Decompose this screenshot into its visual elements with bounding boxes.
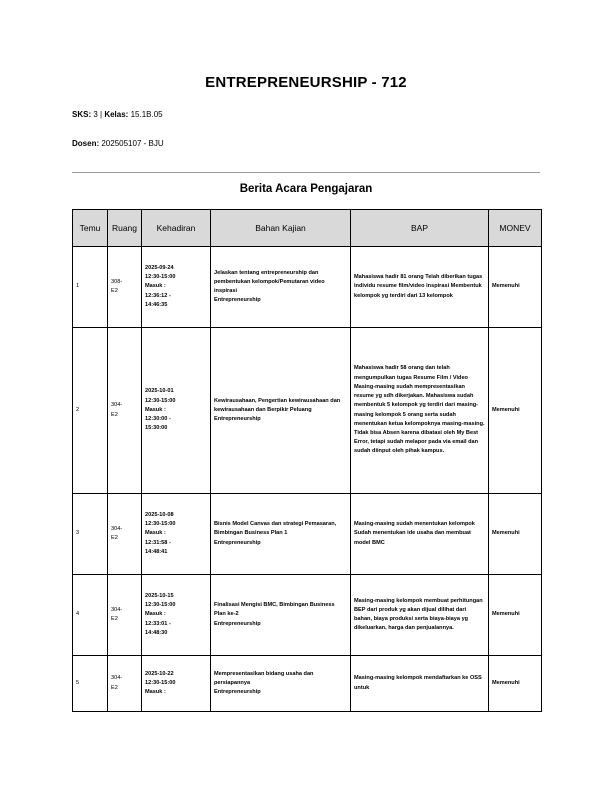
cell-temu: 4 (73, 575, 108, 656)
cell-bahan-text: Jelaskan tentang entrepreneurship dan pembentukan kelompok/Pemutaran video inspirasi Entrepreneurship (214, 269, 325, 304)
cell-bap: Masing-masing sudah menentukan kelompok Sudah menentukan ide usaha dan membuat model BMC (351, 494, 489, 575)
dosen-label: Dosen: (72, 139, 100, 148)
lecturer-info-line (72, 139, 164, 148)
cell-temu: 5 (73, 656, 108, 712)
table-header-row (73, 210, 542, 247)
cell-bap: Masing-masing kelompok mendaftarkan ke OSS untuk (351, 656, 489, 712)
header-divider (72, 172, 540, 173)
cell-temu: 1 (73, 247, 108, 328)
column-header-bap: BAP (351, 210, 489, 247)
cell-kehadiran (142, 575, 211, 656)
cell-bahan-kajian (211, 328, 351, 494)
cell-ruang (108, 494, 142, 575)
cell-ruang (108, 247, 142, 328)
cell-ruang-text: 308- E2 (111, 278, 123, 294)
cell-bahan-text: Mempresentasikan bidang usaha dan persiapannya Entrepreneurship (214, 670, 314, 696)
kelas-label: Kelas: (104, 110, 129, 119)
cell-bahan-kajian (211, 247, 351, 328)
cell-monev: Memenuhi (489, 247, 542, 328)
cell-bahan-kajian (211, 494, 351, 575)
page-title: ENTREPRENEURSHIP - 712 (205, 74, 407, 91)
cell-ruang-text: 304- E2 (111, 525, 123, 541)
cell-ruang (108, 575, 142, 656)
cell-kehadiran (142, 656, 211, 712)
cell-kehadiran-text: 2025-10-08 12:30-15:00 Masuk : 12:31:58 - 14:48:41 (145, 511, 176, 555)
sks-value: 3 | (91, 110, 105, 119)
cell-temu: 2 (73, 328, 108, 494)
table-row (73, 247, 542, 328)
cell-monev: Memenuhi (489, 575, 542, 656)
dosen-value: 202505107 - BJU (99, 139, 164, 148)
cell-monev: Memenuhi (489, 494, 542, 575)
column-header-kehadiran: Kehadiran (142, 210, 211, 247)
cell-bahan-kajian (211, 656, 351, 712)
cell-kehadiran (142, 247, 211, 328)
cell-kehadiran-text: 2025-09-24 12:30-15:00 Masuk : 12:36:12 - 14:46:35 (145, 264, 176, 308)
kelas-value: 15.1B.05 (128, 110, 163, 119)
column-header-temu: Temu (73, 210, 108, 247)
cell-bap: Mahasiswa hadir 81 orang Telah diberikan tugas individu resume film/video inspirasi Membentuk kelompok yg terdiri dari 13 kelompok (351, 247, 489, 328)
cell-kehadiran (142, 328, 211, 494)
section-title: Berita Acara Pengajaran (239, 183, 373, 195)
teaching-record-table (72, 209, 542, 712)
cell-ruang-text: 304- E2 (111, 675, 123, 691)
table-row (73, 575, 542, 656)
cell-bahan-text: Kewirausahaan, Pengertian kewirausahaan dan kewirausahaan dan Berpikir Peluang Entrepreneurship (214, 397, 341, 423)
column-header-ruang: Ruang (108, 210, 142, 247)
cell-ruang-text: 304- E2 (111, 402, 123, 418)
cell-bahan-text: Bisnis Model Canvas dan strategi Pemasaran, Bimbingan Business Plan 1 Entrepreneurship (214, 521, 337, 546)
table-row (73, 494, 542, 575)
cell-kehadiran-text: 2025-10-22 12:30-15:00 Masuk : (145, 670, 176, 696)
cell-ruang (108, 656, 142, 712)
cell-bahan-kajian (211, 575, 351, 656)
sks-label: SKS: (72, 110, 92, 119)
column-header-bahan-kajian: Bahan Kajian (211, 210, 351, 247)
cell-bap: Masing-masing kelompok membuat perhitungan BEP dari produk yg akan dijual dilihat dari bahan, biaya produksi serta biaya-biaya yg dikeluarkan, harga dan penjualannya. (351, 575, 489, 656)
table-row (73, 328, 542, 494)
table-row (73, 656, 542, 712)
cell-ruang (108, 328, 142, 494)
cell-kehadiran-text: 2025-10-01 12:30-15:00 Masuk : 12:30:00 - 15:30:00 (145, 388, 176, 432)
course-info-line (72, 110, 163, 119)
cell-bahan-text: Finalisasi Mengisi BMC, Bimbingan Business Plan ke-2 Entrepreneurship (214, 602, 335, 627)
cell-temu: 3 (73, 494, 108, 575)
cell-bap: Mahasiswa hadir 58 orang dan telah mengumpulkan tugas Resume Film / Video Masing-masing sudah mempresentasikan resume yg sdh dikerjakan. Mahasiswa sudah membentuk 5 kelompok yg terdiri dari masing-masing kelompok 5 orang serta sudah menentukan ketua kelompoknya masing-masing. Tidak bisa Absen karena dibatasi oleh My Best Error, tetapi sudah melapor pada via email dan sudah diinput oleh pihak kampus. (351, 328, 489, 494)
column-header-monev: MONEV (489, 210, 542, 247)
cell-monev: Memenuhi (489, 328, 542, 494)
cell-monev: Memenuhi (489, 656, 542, 712)
cell-kehadiran-text: 2025-10-15 12:30-15:00 Masuk : 12:33:01 - 14:48:30 (145, 592, 176, 636)
cell-ruang-text: 304- E2 (111, 606, 123, 622)
cell-kehadiran (142, 494, 211, 575)
